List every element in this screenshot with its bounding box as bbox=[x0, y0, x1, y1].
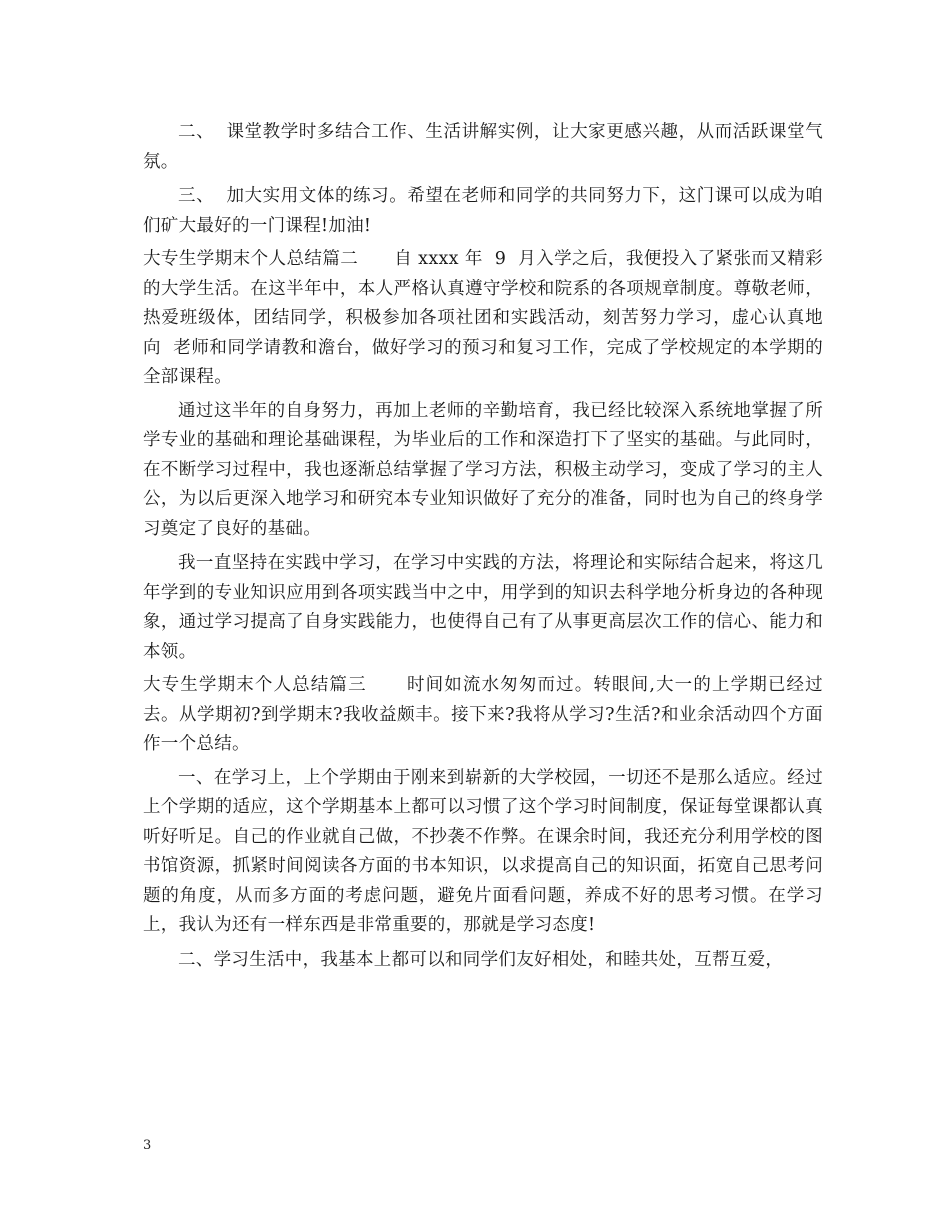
document-body bbox=[143, 118, 835, 975]
paragraph-3: 大专生学期末个人总结篇二 自 xxxx 年 9 月入学之后，我便投入了紧张而又精彩的大学生活。在这半年中，本人严格认真遵守学校和院系的各项规章制度。尊敬老师，热爱班级体，团结同学，积极参加各项社团和实践活动，刻苦努力学习，虚心认真地 向 老师和同学请教和澹台，做好学习的预习和复习工作，完成了学校规定的本学期的全部课程。 bbox=[143, 249, 835, 387]
paragraph-8: 二、学习生活中，我基本上都可以和同学们友好相处，和睦共处，互帮互爱， bbox=[178, 949, 784, 970]
paragraph-2: 三、 加大实用文体的练习。希望在老师和同学的共同努力下，这门课可以成为咱们矿大最好的一门课程!加油! bbox=[143, 186, 823, 236]
paragraph-4: 通过这半年的自身努力，再加上老师的辛勤培育，我已经比较深入系统地掌握了所学专业的基础和理论基础课程，为毕业后的工作和深造打下了坚实的基础。与此同时，在不断学习过程中，我也逐渐总结掌握了学习方法，积极主动学习，变成了学习的主人公，为以后更深入地学习和研究本专业知识做好了充分的准备，同时也为自己的终身学习奠定了良好的基础。 bbox=[143, 400, 823, 539]
paragraph-7: 一、在学习上，上个学期由于刚来到崭新的大学校园，一切还不是那么适应。经过上个学期的适应，这个学期基本上都可以习惯了这个学习时间制度，保证每堂课都认真听好听足。自己的作业就自己做，不抄袭不作弊。在课余时间，我还充分利用学校的图书馆资源，抓紧时间阅读各方面的书本知识，以求提高自己的知识面，拓宽自己思考问题的角度，从而多方面的考虑问题，避免片面看问题，养成不好的思考习惯。在学习上，我认为还有一样东西是非常重要的，那就是学习态度! bbox=[143, 767, 823, 935]
page-number: 3 bbox=[143, 1138, 152, 1153]
paragraph-6: 大专生学期末个人总结篇三 时间如流水匆匆而过。转眼间,大一的上学期已经过去。从学期初?到学期末?我收益颇丰。接下来?我将从学习?生活?和业余活动四个方面作一个总结。 bbox=[143, 675, 823, 754]
paragraph-1: 二、 课堂教学时多结合工作、生活讲解实例，让大家更感兴趣，从而活跃课堂气氛。 bbox=[143, 122, 823, 172]
paragraph-5: 我一直坚持在实践中学习，在学习中实践的方法，将理论和实际结合起来，将这几年学到的专业知识应用到各项实践当中之中，用学到的知识去科学地分析身边的各种现象，通过学习提高了自身实践能力，也使得自己有了从事更高层次工作的信心、能力和本领。 bbox=[143, 553, 823, 662]
